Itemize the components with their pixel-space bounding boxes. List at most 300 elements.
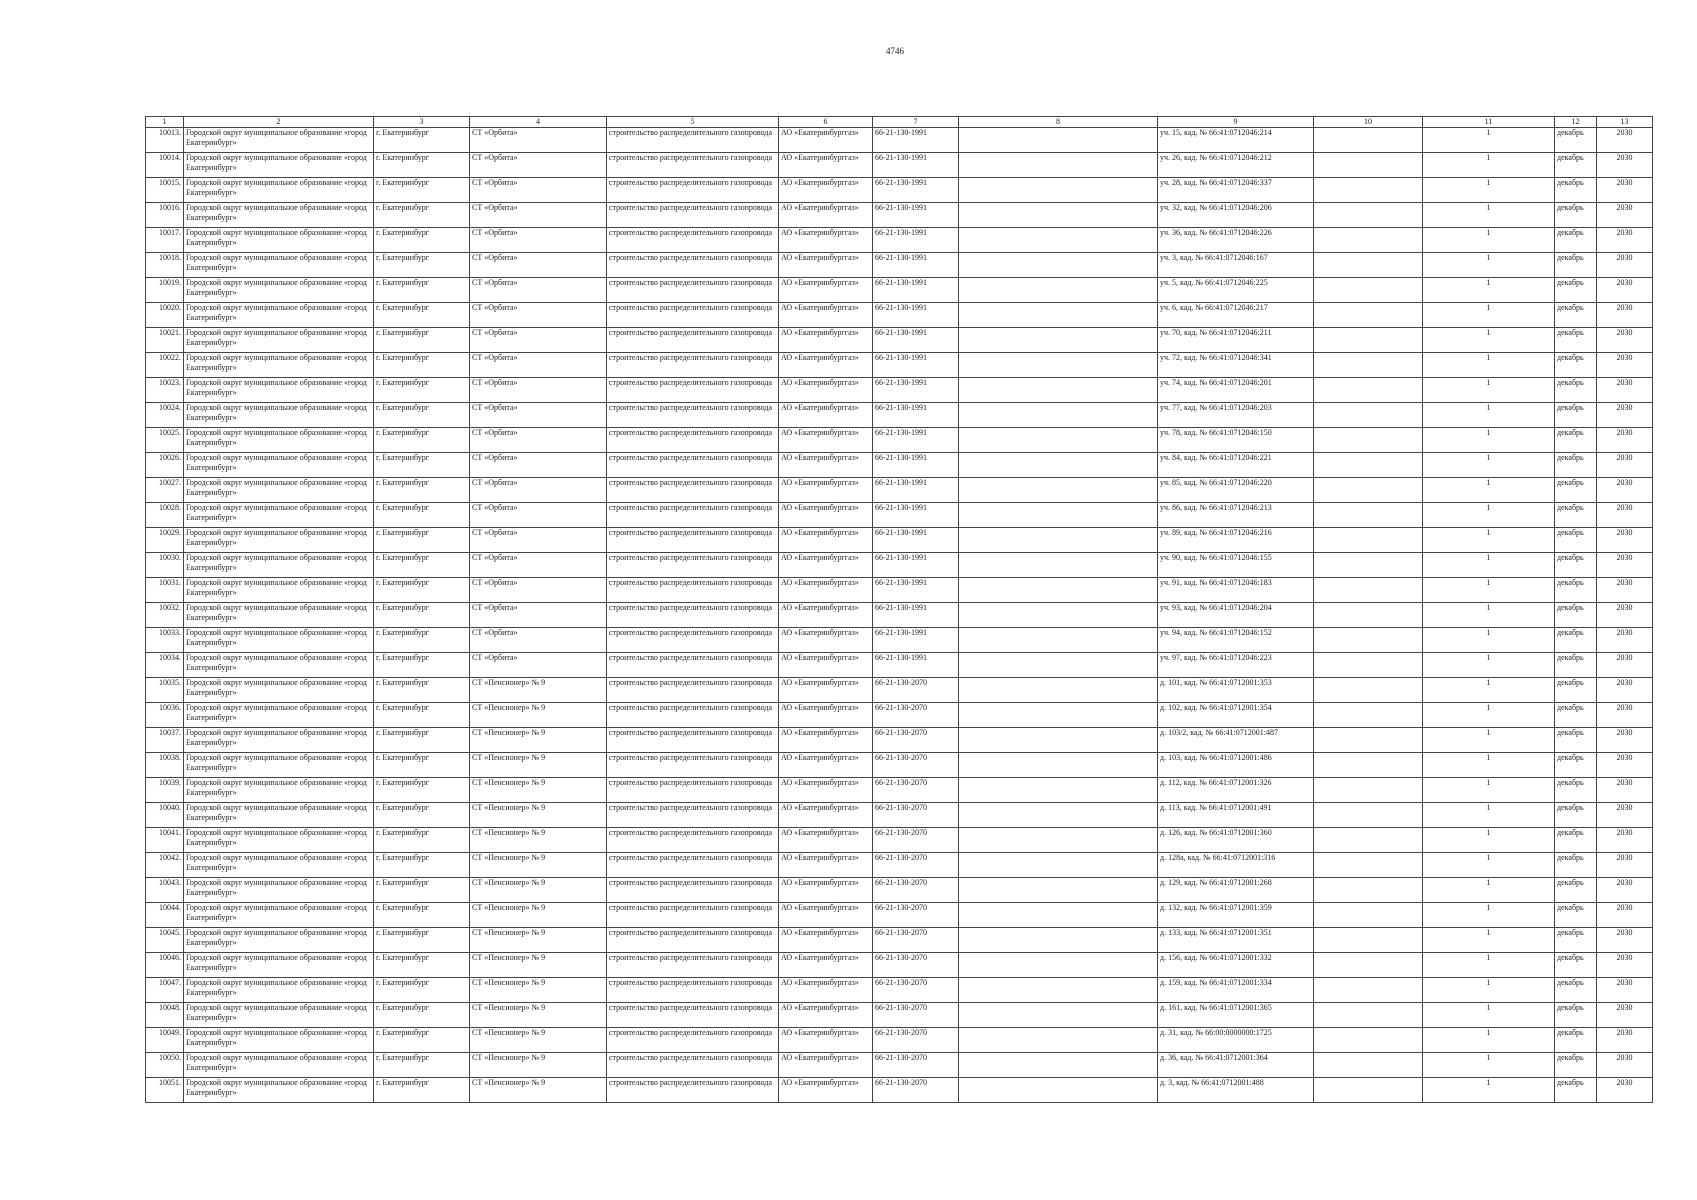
- address-cell: уч. 15, кад. № 66:41:0712046:214: [1158, 128, 1314, 153]
- row-number: 10049.: [146, 1028, 184, 1053]
- municipality-cell: Городской округ муниципальное образование «город Екатеринбург»: [184, 653, 374, 678]
- empty-cell: [959, 953, 1158, 978]
- work-type-cell: строительство распределительного газопровода: [607, 328, 779, 353]
- month-cell: декабрь: [1555, 778, 1597, 803]
- organization-cell: АО «Екатеринбурггаз»: [779, 228, 873, 253]
- month-cell: декабрь: [1555, 878, 1597, 903]
- month-cell: декабрь: [1555, 428, 1597, 453]
- registry-code-cell: 66-21-130-1991: [873, 303, 959, 328]
- municipality-cell: Городской округ муниципальное образование «город Екатеринбург»: [184, 778, 374, 803]
- organization-cell: АО «Екатеринбурггаз»: [779, 378, 873, 403]
- organization-cell: АО «Екатеринбурггаз»: [779, 853, 873, 878]
- organization-cell: АО «Екатеринбурггаз»: [779, 503, 873, 528]
- city-cell: г. Екатеринбург: [374, 953, 470, 978]
- address-cell: д. 103, кад. № 66:41:0712001:486: [1158, 753, 1314, 778]
- registry-code-cell: 66-21-130-1991: [873, 478, 959, 503]
- settlement-cell: СТ «Орбита»: [470, 428, 607, 453]
- empty-cell: [959, 1003, 1158, 1028]
- empty-cell: [959, 753, 1158, 778]
- empty-cell: [959, 353, 1158, 378]
- empty-cell: [959, 653, 1158, 678]
- quantity-cell: 1: [1423, 428, 1555, 453]
- empty-cell: [1314, 653, 1423, 678]
- registry-code-cell: 66-21-130-2070: [873, 1003, 959, 1028]
- work-type-cell: строительство распределительного газопровода: [607, 1078, 779, 1103]
- organization-cell: АО «Екатеринбурггаз»: [779, 703, 873, 728]
- settlement-cell: СТ «Орбита»: [470, 553, 607, 578]
- table-row: [146, 653, 1653, 678]
- empty-cell: [1314, 528, 1423, 553]
- empty-cell: [1314, 353, 1423, 378]
- work-type-cell: строительство распределительного газопровода: [607, 628, 779, 653]
- address-cell: д. 3, кад. № 66:41:0712001:488: [1158, 1078, 1314, 1103]
- quantity-cell: 1: [1423, 153, 1555, 178]
- empty-cell: [959, 678, 1158, 703]
- address-cell: д. 129, кад. № 66:41:0712001:268: [1158, 878, 1314, 903]
- month-cell: декабрь: [1555, 528, 1597, 553]
- empty-cell: [1314, 578, 1423, 603]
- work-type-cell: строительство распределительного газопровода: [607, 153, 779, 178]
- table-row: [146, 828, 1653, 853]
- work-type-cell: строительство распределительного газопровода: [607, 728, 779, 753]
- table-row: [146, 928, 1653, 953]
- registry-code-cell: 66-21-130-1991: [873, 178, 959, 203]
- row-number: 10041.: [146, 828, 184, 853]
- month-cell: декабрь: [1555, 553, 1597, 578]
- municipality-cell: Городской округ муниципальное образование «город Екатеринбург»: [184, 453, 374, 478]
- empty-cell: [959, 528, 1158, 553]
- city-cell: г. Екатеринбург: [374, 153, 470, 178]
- work-type-cell: строительство распределительного газопровода: [607, 253, 779, 278]
- quantity-cell: 1: [1423, 1053, 1555, 1078]
- table-row: [146, 128, 1653, 153]
- empty-cell: [959, 478, 1158, 503]
- month-cell: декабрь: [1555, 903, 1597, 928]
- registry-code-cell: 66-21-130-1991: [873, 528, 959, 553]
- quantity-cell: 1: [1423, 703, 1555, 728]
- month-cell: декабрь: [1555, 1003, 1597, 1028]
- year-cell: 2030: [1597, 253, 1653, 278]
- work-type-cell: строительство распределительного газопровода: [607, 528, 779, 553]
- municipality-cell: Городской округ муниципальное образование «город Екатеринбург»: [184, 603, 374, 628]
- row-number: 10033.: [146, 628, 184, 653]
- month-cell: декабрь: [1555, 1028, 1597, 1053]
- organization-cell: АО «Екатеринбурггаз»: [779, 278, 873, 303]
- municipality-cell: Городской округ муниципальное образование «город Екатеринбург»: [184, 1078, 374, 1103]
- quantity-cell: 1: [1423, 303, 1555, 328]
- empty-cell: [1314, 503, 1423, 528]
- row-number: 10029.: [146, 528, 184, 553]
- city-cell: г. Екатеринбург: [374, 828, 470, 853]
- month-cell: декабрь: [1555, 928, 1597, 953]
- row-number: 10045.: [146, 928, 184, 953]
- month-cell: декабрь: [1555, 178, 1597, 203]
- organization-cell: АО «Екатеринбурггаз»: [779, 553, 873, 578]
- year-cell: 2030: [1597, 828, 1653, 853]
- table-row: [146, 1078, 1653, 1103]
- work-type-cell: строительство распределительного газопровода: [607, 678, 779, 703]
- municipality-cell: Городской округ муниципальное образование «город Екатеринбург»: [184, 203, 374, 228]
- city-cell: г. Екатеринбург: [374, 328, 470, 353]
- registry-code-cell: 66-21-130-2070: [873, 778, 959, 803]
- row-number: 10018.: [146, 253, 184, 278]
- work-type-cell: строительство распределительного газопровода: [607, 803, 779, 828]
- row-number: 10021.: [146, 328, 184, 353]
- registry-code-cell: 66-21-130-1991: [873, 203, 959, 228]
- registry-code-cell: 66-21-130-1991: [873, 503, 959, 528]
- empty-cell: [1314, 128, 1423, 153]
- year-cell: 2030: [1597, 528, 1653, 553]
- row-number: 10046.: [146, 953, 184, 978]
- month-cell: декабрь: [1555, 828, 1597, 853]
- empty-cell: [1314, 278, 1423, 303]
- table-row: [146, 478, 1653, 503]
- address-cell: уч. 5, кад. № 66:41:0712046:225: [1158, 278, 1314, 303]
- year-cell: 2030: [1597, 278, 1653, 303]
- city-cell: г. Екатеринбург: [374, 303, 470, 328]
- organization-cell: АО «Екатеринбурггаз»: [779, 128, 873, 153]
- quantity-cell: 1: [1423, 453, 1555, 478]
- registry-code-cell: 66-21-130-2070: [873, 853, 959, 878]
- row-number: 10047.: [146, 978, 184, 1003]
- settlement-cell: СТ «Пенсионер» № 9: [470, 878, 607, 903]
- empty-cell: [959, 878, 1158, 903]
- empty-cell: [959, 178, 1158, 203]
- address-cell: уч. 74, кад. № 66:41:0712046:201: [1158, 378, 1314, 403]
- registry-code-cell: 66-21-130-1991: [873, 578, 959, 603]
- settlement-cell: СТ «Пенсионер» № 9: [470, 1053, 607, 1078]
- registry-code-cell: 66-21-130-2070: [873, 928, 959, 953]
- settlement-cell: СТ «Пенсионер» № 9: [470, 1028, 607, 1053]
- organization-cell: АО «Екатеринбурггаз»: [779, 203, 873, 228]
- city-cell: г. Екатеринбург: [374, 703, 470, 728]
- empty-cell: [1314, 1003, 1423, 1028]
- row-number: 10013.: [146, 128, 184, 153]
- column-number: 5: [607, 117, 779, 128]
- empty-cell: [959, 203, 1158, 228]
- empty-cell: [1314, 603, 1423, 628]
- municipality-cell: Городской округ муниципальное образование «город Екатеринбург»: [184, 503, 374, 528]
- year-cell: 2030: [1597, 803, 1653, 828]
- address-cell: д. 128а, кад. № 66:41:0712001:316: [1158, 853, 1314, 878]
- month-cell: декабрь: [1555, 303, 1597, 328]
- work-type-cell: строительство распределительного газопровода: [607, 553, 779, 578]
- address-cell: уч. 32, кад. № 66:41:0712046:206: [1158, 203, 1314, 228]
- year-cell: 2030: [1597, 553, 1653, 578]
- municipality-cell: Городской округ муниципальное образование «город Екатеринбург»: [184, 903, 374, 928]
- empty-cell: [959, 303, 1158, 328]
- city-cell: г. Екатеринбург: [374, 178, 470, 203]
- registry-code-cell: 66-21-130-2070: [873, 728, 959, 753]
- empty-cell: [1314, 953, 1423, 978]
- empty-cell: [1314, 553, 1423, 578]
- empty-cell: [1314, 678, 1423, 703]
- year-cell: 2030: [1597, 203, 1653, 228]
- table-row: [146, 353, 1653, 378]
- table-row: [146, 603, 1653, 628]
- row-number: 10043.: [146, 878, 184, 903]
- year-cell: 2030: [1597, 128, 1653, 153]
- registry-code-cell: 66-21-130-1991: [873, 553, 959, 578]
- registry-code-cell: 66-21-130-1991: [873, 328, 959, 353]
- quantity-cell: 1: [1423, 953, 1555, 978]
- work-type-cell: строительство распределительного газопровода: [607, 953, 779, 978]
- row-number: 10025.: [146, 428, 184, 453]
- year-cell: 2030: [1597, 853, 1653, 878]
- table-row: [146, 328, 1653, 353]
- city-cell: г. Екатеринбург: [374, 628, 470, 653]
- organization-cell: АО «Екатеринбурггаз»: [779, 728, 873, 753]
- registry-code-cell: 66-21-130-1991: [873, 128, 959, 153]
- month-cell: декабрь: [1555, 753, 1597, 778]
- settlement-cell: СТ «Орбита»: [470, 578, 607, 603]
- table-row: [146, 728, 1653, 753]
- work-type-cell: строительство распределительного газопровода: [607, 703, 779, 728]
- empty-cell: [1314, 878, 1423, 903]
- settlement-cell: СТ «Пенсионер» № 9: [470, 703, 607, 728]
- organization-cell: АО «Екатеринбурггаз»: [779, 303, 873, 328]
- city-cell: г. Екатеринбург: [374, 478, 470, 503]
- organization-cell: АО «Екатеринбурггаз»: [779, 453, 873, 478]
- municipality-cell: Городской округ муниципальное образование «город Екатеринбург»: [184, 978, 374, 1003]
- address-cell: уч. 78, кад. № 66:41:0712046:150: [1158, 428, 1314, 453]
- month-cell: декабрь: [1555, 278, 1597, 303]
- table-row: [146, 403, 1653, 428]
- organization-cell: АО «Екатеринбурггаз»: [779, 678, 873, 703]
- year-cell: 2030: [1597, 703, 1653, 728]
- work-type-cell: строительство распределительного газопровода: [607, 128, 779, 153]
- work-type-cell: строительство распределительного газопровода: [607, 753, 779, 778]
- table-row: [146, 753, 1653, 778]
- work-type-cell: строительство распределительного газопровода: [607, 653, 779, 678]
- month-cell: декабрь: [1555, 703, 1597, 728]
- address-cell: д. 31, кад. № 66:00:0000000:1725: [1158, 1028, 1314, 1053]
- city-cell: г. Екатеринбург: [374, 753, 470, 778]
- year-cell: 2030: [1597, 878, 1653, 903]
- table-row: [146, 978, 1653, 1003]
- table-row: [146, 903, 1653, 928]
- empty-cell: [959, 553, 1158, 578]
- address-cell: уч. 3, кад. № 66:41:0712046:167: [1158, 253, 1314, 278]
- registry-code-cell: 66-21-130-2070: [873, 1028, 959, 1053]
- column-number: 10: [1314, 117, 1423, 128]
- address-cell: д. 101, кад. № 66:41:0712001:353: [1158, 678, 1314, 703]
- organization-cell: АО «Екатеринбурггаз»: [779, 903, 873, 928]
- address-cell: уч. 93, кад. № 66:41:0712046:204: [1158, 603, 1314, 628]
- month-cell: декабрь: [1555, 803, 1597, 828]
- column-number: 1: [146, 117, 184, 128]
- month-cell: декабрь: [1555, 953, 1597, 978]
- month-cell: декабрь: [1555, 628, 1597, 653]
- city-cell: г. Екатеринбург: [374, 728, 470, 753]
- settlement-cell: СТ «Орбита»: [470, 478, 607, 503]
- organization-cell: АО «Екатеринбурггаз»: [779, 253, 873, 278]
- address-cell: уч. 36, кад. № 66:41:0712046:226: [1158, 228, 1314, 253]
- empty-cell: [959, 603, 1158, 628]
- organization-cell: АО «Екатеринбурггаз»: [779, 953, 873, 978]
- row-number: 10022.: [146, 353, 184, 378]
- table-row: [146, 878, 1653, 903]
- registry-code-cell: 66-21-130-2070: [873, 1053, 959, 1078]
- settlement-cell: СТ «Пенсионер» № 9: [470, 1078, 607, 1103]
- work-type-cell: строительство распределительного газопровода: [607, 178, 779, 203]
- row-number: 10038.: [146, 753, 184, 778]
- empty-cell: [1314, 428, 1423, 453]
- registry-code-cell: 66-21-130-2070: [873, 703, 959, 728]
- work-type-cell: строительство распределительного газопровода: [607, 578, 779, 603]
- quantity-cell: 1: [1423, 753, 1555, 778]
- empty-cell: [1314, 828, 1423, 853]
- row-number: 10034.: [146, 653, 184, 678]
- column-number: 13: [1597, 117, 1653, 128]
- work-type-cell: строительство распределительного газопровода: [607, 853, 779, 878]
- year-cell: 2030: [1597, 1003, 1653, 1028]
- work-type-cell: строительство распределительного газопровода: [607, 453, 779, 478]
- city-cell: г. Екатеринбург: [374, 803, 470, 828]
- municipality-cell: Городской округ муниципальное образование «город Екатеринбург»: [184, 878, 374, 903]
- city-cell: г. Екатеринбург: [374, 603, 470, 628]
- registry-code-cell: 66-21-130-1991: [873, 378, 959, 403]
- quantity-cell: 1: [1423, 403, 1555, 428]
- address-cell: уч. 85, кад. № 66:41:0712046:220: [1158, 478, 1314, 503]
- table-row: [146, 203, 1653, 228]
- work-type-cell: строительство распределительного газопровода: [607, 828, 779, 853]
- city-cell: г. Екатеринбург: [374, 578, 470, 603]
- work-type-cell: строительство распределительного газопровода: [607, 603, 779, 628]
- month-cell: декабрь: [1555, 228, 1597, 253]
- city-cell: г. Екатеринбург: [374, 278, 470, 303]
- year-cell: 2030: [1597, 928, 1653, 953]
- table-row: [146, 178, 1653, 203]
- city-cell: г. Екатеринбург: [374, 678, 470, 703]
- organization-cell: АО «Екатеринбурггаз»: [779, 403, 873, 428]
- address-cell: уч. 70, кад. № 66:41:0712046:211: [1158, 328, 1314, 353]
- municipality-cell: Городской округ муниципальное образование «город Екатеринбург»: [184, 253, 374, 278]
- month-cell: декабрь: [1555, 328, 1597, 353]
- empty-cell: [1314, 703, 1423, 728]
- municipality-cell: Городской округ муниципальное образование «город Екатеринбург»: [184, 478, 374, 503]
- empty-cell: [959, 1078, 1158, 1103]
- settlement-cell: СТ «Орбита»: [470, 128, 607, 153]
- work-type-cell: строительство распределительного газопровода: [607, 1053, 779, 1078]
- organization-cell: АО «Екатеринбурггаз»: [779, 828, 873, 853]
- empty-cell: [1314, 328, 1423, 353]
- registry-code-cell: 66-21-130-1991: [873, 278, 959, 303]
- work-type-cell: строительство распределительного газопровода: [607, 353, 779, 378]
- registry-code-cell: 66-21-130-2070: [873, 753, 959, 778]
- row-number: 10036.: [146, 703, 184, 728]
- quantity-cell: 1: [1423, 828, 1555, 853]
- empty-cell: [1314, 978, 1423, 1003]
- empty-cell: [959, 428, 1158, 453]
- address-cell: уч. 77, кад. № 66:41:0712046:203: [1158, 403, 1314, 428]
- work-type-cell: строительство распределительного газопровода: [607, 303, 779, 328]
- empty-cell: [959, 828, 1158, 853]
- organization-cell: АО «Екатеринбурггаз»: [779, 328, 873, 353]
- row-number: 10037.: [146, 728, 184, 753]
- registry-code-cell: 66-21-130-1991: [873, 153, 959, 178]
- work-type-cell: строительство распределительного газопровода: [607, 403, 779, 428]
- city-cell: г. Екатеринбург: [374, 1003, 470, 1028]
- organization-cell: АО «Екатеринбурггаз»: [779, 628, 873, 653]
- organization-cell: АО «Екатеринбурггаз»: [779, 878, 873, 903]
- row-number: 10024.: [146, 403, 184, 428]
- municipality-cell: Городской округ муниципальное образование «город Екатеринбург»: [184, 1003, 374, 1028]
- work-type-cell: строительство распределительного газопровода: [607, 978, 779, 1003]
- quantity-cell: 1: [1423, 728, 1555, 753]
- city-cell: г. Екатеринбург: [374, 778, 470, 803]
- empty-cell: [959, 278, 1158, 303]
- table-row: [146, 803, 1653, 828]
- empty-cell: [1314, 453, 1423, 478]
- empty-cell: [1314, 853, 1423, 878]
- month-cell: декабрь: [1555, 378, 1597, 403]
- row-number: 10040.: [146, 803, 184, 828]
- organization-cell: АО «Екатеринбурггаз»: [779, 1078, 873, 1103]
- work-type-cell: строительство распределительного газопровода: [607, 503, 779, 528]
- empty-cell: [959, 578, 1158, 603]
- empty-cell: [1314, 778, 1423, 803]
- work-type-cell: строительство распределительного газопровода: [607, 228, 779, 253]
- city-cell: г. Екатеринбург: [374, 1053, 470, 1078]
- row-number: 10026.: [146, 453, 184, 478]
- municipality-cell: Городской округ муниципальное образование «город Екатеринбург»: [184, 128, 374, 153]
- municipality-cell: Городской округ муниципальное образование «город Екатеринбург»: [184, 353, 374, 378]
- empty-cell: [959, 453, 1158, 478]
- city-cell: г. Екатеринбург: [374, 378, 470, 403]
- empty-cell: [959, 228, 1158, 253]
- empty-cell: [959, 378, 1158, 403]
- city-cell: г. Екатеринбург: [374, 1078, 470, 1103]
- address-cell: д. 112, кад. № 66:41:0712001:326: [1158, 778, 1314, 803]
- registry-code-cell: 66-21-130-1991: [873, 428, 959, 453]
- settlement-cell: СТ «Орбита»: [470, 378, 607, 403]
- work-type-cell: строительство распределительного газопровода: [607, 478, 779, 503]
- settlement-cell: СТ «Пенсионер» № 9: [470, 953, 607, 978]
- month-cell: декабрь: [1555, 978, 1597, 1003]
- work-type-cell: строительство распределительного газопровода: [607, 778, 779, 803]
- municipality-cell: Городской округ муниципальное образование «город Екатеринбург»: [184, 753, 374, 778]
- table-row: [146, 628, 1653, 653]
- month-cell: декабрь: [1555, 503, 1597, 528]
- month-cell: декабрь: [1555, 453, 1597, 478]
- row-number: 10027.: [146, 478, 184, 503]
- settlement-cell: СТ «Орбита»: [470, 528, 607, 553]
- table-row: [146, 503, 1653, 528]
- quantity-cell: 1: [1423, 203, 1555, 228]
- city-cell: г. Екатеринбург: [374, 978, 470, 1003]
- empty-cell: [1314, 803, 1423, 828]
- address-cell: уч. 89, кад. № 66:41:0712046:216: [1158, 528, 1314, 553]
- year-cell: 2030: [1597, 578, 1653, 603]
- settlement-cell: СТ «Пенсионер» № 9: [470, 828, 607, 853]
- empty-cell: [1314, 303, 1423, 328]
- column-number-row: [146, 117, 1653, 128]
- city-cell: г. Екатеринбург: [374, 928, 470, 953]
- year-cell: 2030: [1597, 778, 1653, 803]
- empty-cell: [959, 728, 1158, 753]
- settlement-cell: СТ «Орбита»: [470, 303, 607, 328]
- settlement-cell: СТ «Орбита»: [470, 153, 607, 178]
- quantity-cell: 1: [1423, 778, 1555, 803]
- table-row: [146, 378, 1653, 403]
- table-row: [146, 678, 1653, 703]
- quantity-cell: 1: [1423, 578, 1555, 603]
- empty-cell: [1314, 928, 1423, 953]
- organization-cell: АО «Екатеринбурггаз»: [779, 478, 873, 503]
- registry-code-cell: 66-21-130-1991: [873, 603, 959, 628]
- quantity-cell: 1: [1423, 253, 1555, 278]
